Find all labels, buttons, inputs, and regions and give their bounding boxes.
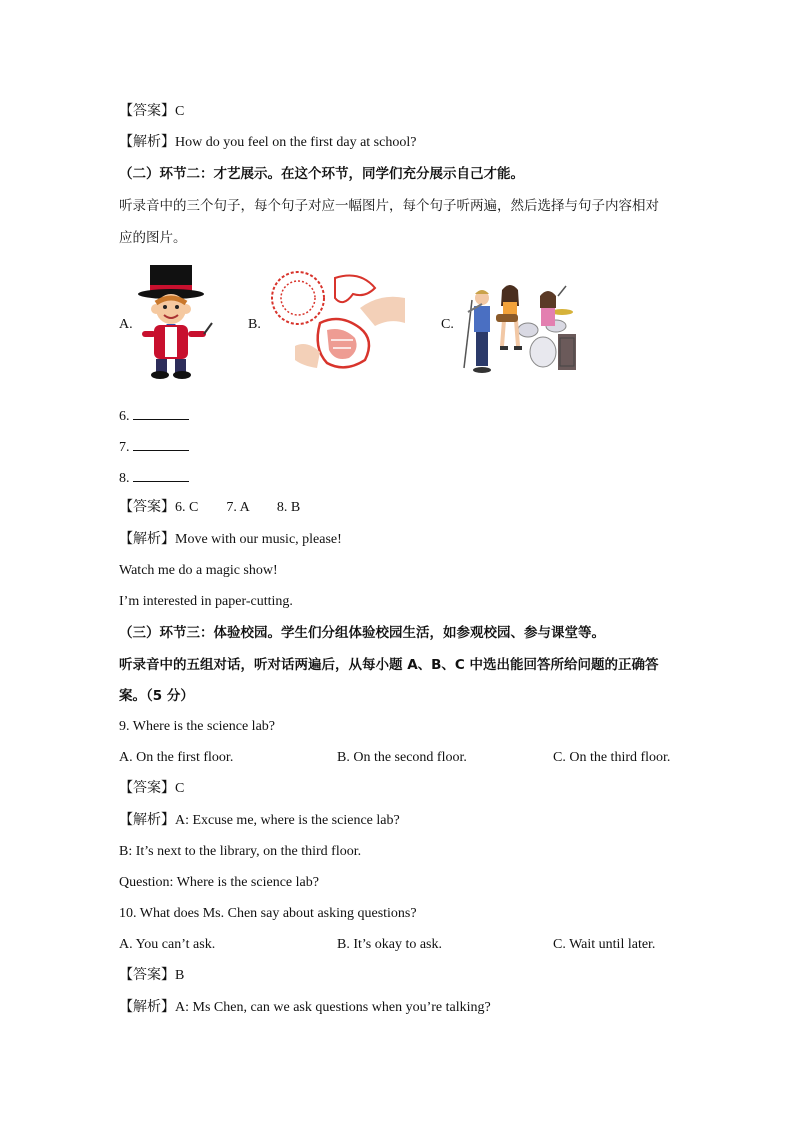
q10-explanation-line1: 【解析】A: Ms Chen, can we ask questions when you’re talking? bbox=[119, 1000, 491, 1015]
q5-answer: 【答案】C bbox=[119, 104, 185, 119]
paper-cutting-image bbox=[265, 268, 410, 382]
picture-a-label: A. bbox=[119, 317, 133, 332]
q9-option-b[interactable]: B. On the second floor. bbox=[337, 750, 467, 765]
q9-explanation-line1: 【解析】A: Excuse me, where is the science lab? bbox=[119, 813, 400, 828]
magician-image bbox=[134, 263, 214, 381]
answers-6-8: 【答案】6. C 7. A 8. B bbox=[119, 500, 301, 515]
section3-instruction-line1: 听录音中的五组对话，听对话两遍后，从每小题 A、B、C 中选出能回答所给问题的正确答 bbox=[119, 657, 659, 673]
answer-blank-7[interactable] bbox=[133, 436, 189, 451]
explanation-6-8-line1: 【解析】Move with our music, please! bbox=[119, 532, 342, 547]
explanation-6-8-line2: Watch me do a magic show! bbox=[119, 563, 278, 578]
section3-title: （三）环节三：体验校园。学生们分组体验校园生活，如参观校园、参与课堂等。 bbox=[119, 625, 605, 641]
question-10: 10. What does Ms. Chen say about asking questions? bbox=[119, 906, 417, 921]
section2-instruction-line1: 听录音中的三个句子，每个句子对应一幅图片，每个句子听两遍，然后选择与句子内容相对 bbox=[119, 198, 659, 214]
question-6: 6. bbox=[119, 405, 189, 427]
q9-explanation-line2: B: It’s next to the library, on the third floor. bbox=[119, 844, 362, 859]
question-7: 7. bbox=[119, 436, 189, 458]
q9-option-a[interactable]: A. On the first floor. bbox=[119, 750, 234, 765]
section2-title: （二）环节二：才艺展示。在这个环节，同学们充分展示自己才能。 bbox=[119, 166, 524, 182]
explanation-6-8-line3: I’m interested in paper-cutting. bbox=[119, 594, 293, 609]
q9-answer: 【答案】C bbox=[119, 781, 185, 796]
q9-explanation-line3: Question: Where is the science lab? bbox=[119, 875, 319, 890]
picture-b-label: B. bbox=[248, 317, 261, 332]
q9-option-c[interactable]: C. On the third floor. bbox=[553, 750, 671, 765]
question-9: 9. Where is the science lab? bbox=[119, 719, 276, 734]
q10-option-b[interactable]: B. It’s okay to ask. bbox=[337, 937, 442, 952]
question-8: 8. bbox=[119, 467, 189, 489]
q10-option-a[interactable]: A. You can’t ask. bbox=[119, 937, 216, 952]
answer-blank-6[interactable] bbox=[133, 405, 189, 420]
q10-option-c[interactable]: C. Wait until later. bbox=[553, 937, 656, 952]
picture-c-label: C. bbox=[441, 317, 454, 332]
music-band-image bbox=[458, 272, 580, 378]
answer-blank-8[interactable] bbox=[133, 467, 189, 482]
q5-explanation: 【解析】How do you feel on the first day at school? bbox=[119, 135, 417, 150]
q10-answer: 【答案】B bbox=[119, 968, 185, 983]
section3-instruction-line2: 案。（5 分） bbox=[119, 688, 194, 704]
section2-instruction-line2: 应的图片。 bbox=[119, 230, 187, 246]
